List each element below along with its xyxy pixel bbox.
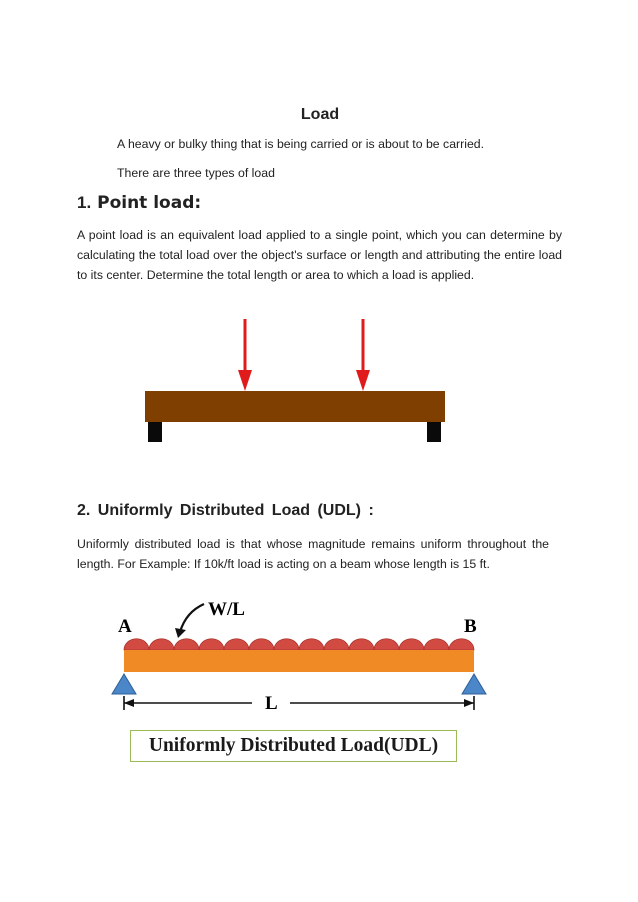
point-load-description: A point load is an equivalent load applied to a single point, which you can determine by calculating the total load over the object's surface or length and attributing the entire load to its center. Determine the total length or area to which a load is applied. bbox=[77, 228, 562, 282]
udl-load-arc bbox=[349, 639, 374, 650]
udl-load-arc bbox=[174, 639, 199, 650]
label-b: B bbox=[464, 616, 477, 637]
right-support bbox=[427, 422, 441, 442]
udl-load-arc bbox=[199, 639, 224, 650]
page-title: Load bbox=[300, 106, 340, 123]
udl-load-arc bbox=[249, 639, 274, 650]
udl-load-arc bbox=[399, 639, 424, 650]
point-load-heading-text: Point load: bbox=[97, 193, 202, 213]
label-a: A bbox=[118, 616, 132, 637]
point-load-diagram bbox=[140, 315, 450, 445]
udl-description: Uniformly distributed load is that whose magnitude remains uniform throughout the length. For Example: If 10k/ft load is acting on a beam whose length is 15 ft. bbox=[77, 537, 549, 571]
udl-load-arc bbox=[124, 639, 149, 650]
point-load-number: 1. bbox=[77, 193, 92, 212]
udl-load-arc bbox=[374, 639, 399, 650]
udl-load-arc bbox=[274, 639, 299, 650]
point-load-beam bbox=[145, 391, 445, 422]
udl-load-arc bbox=[324, 639, 349, 650]
types-intro-text: There are three types of load bbox=[117, 166, 275, 180]
load-pointer-arrow bbox=[180, 604, 204, 632]
load-label: W/L bbox=[208, 599, 245, 620]
udl-diagram bbox=[100, 590, 500, 715]
udl-load-arc bbox=[449, 639, 474, 650]
udl-load-arc bbox=[424, 639, 449, 650]
support-b bbox=[462, 674, 486, 694]
udl-load-arcs bbox=[124, 639, 474, 650]
udl-load-arc bbox=[299, 639, 324, 650]
support-a bbox=[112, 674, 136, 694]
point-load-arrow-2 bbox=[356, 319, 370, 391]
point-load-heading bbox=[77, 193, 201, 213]
udl-load-arc bbox=[149, 639, 174, 650]
udl-beam bbox=[124, 650, 474, 672]
left-support bbox=[148, 422, 162, 442]
span-label: L bbox=[265, 693, 278, 714]
point-load-arrow-1 bbox=[238, 319, 252, 391]
udl-caption: Uniformly Distributed Load(UDL) bbox=[130, 730, 457, 762]
definition-text: A heavy or bulky thing that is being carried or is about to be carried. bbox=[117, 137, 485, 151]
udl-load-arc bbox=[224, 639, 249, 650]
udl-heading: 2. Uniformly Distributed Load (UDL) : bbox=[77, 502, 374, 519]
